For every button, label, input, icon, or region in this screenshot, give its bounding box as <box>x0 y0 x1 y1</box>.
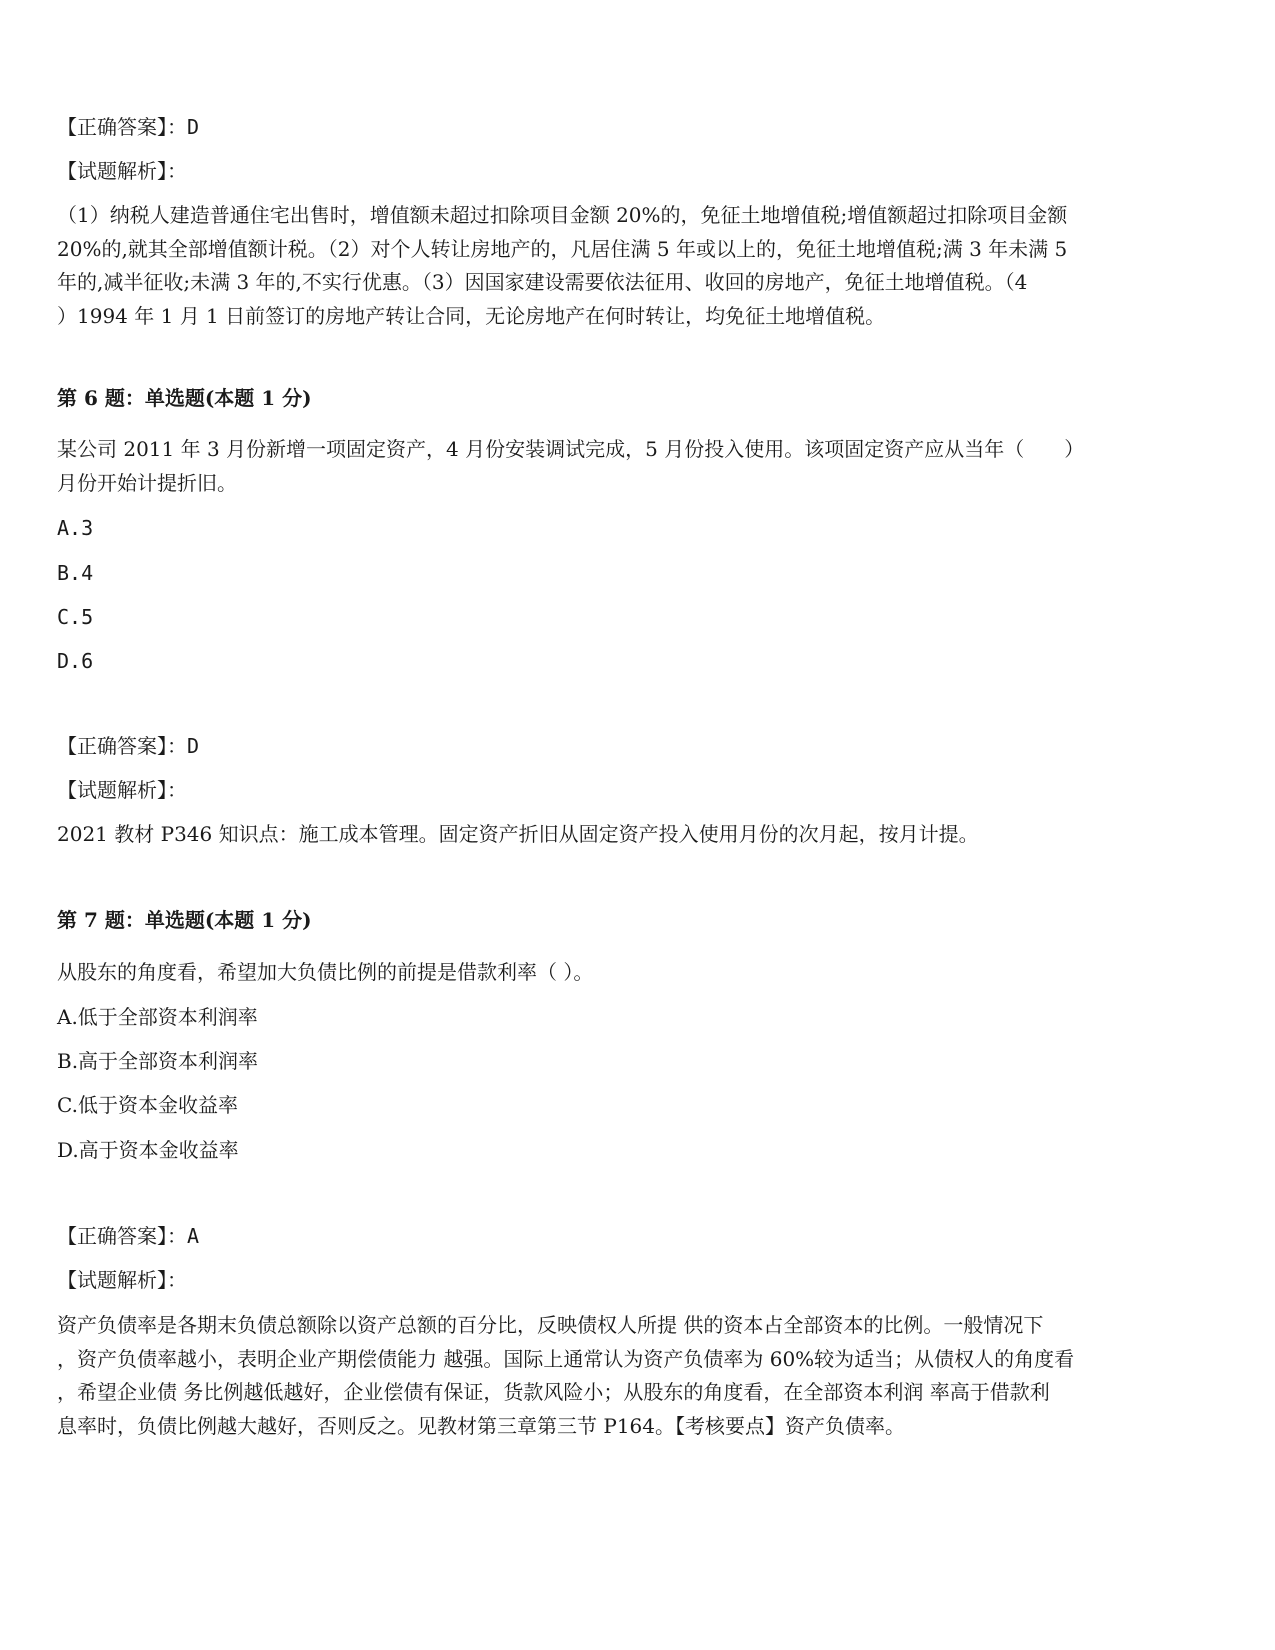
q6-answer-label: 【正确答案】： <box>57 734 187 758</box>
q6-stem-line: 某公司 2011 年 3 月份新增一项固定资产，4 月份安装调试完成，5 月份投入使用。该项固定资产应从当年（ ） <box>57 437 1085 461</box>
q7-analysis-line: ，希望企业债 务比例越低越好，企业偿债有保证，货款风险小；从股东的角度看，在全部资本利润 率高于借款利 <box>57 1380 1050 1404</box>
q7-analysis-line: ，资产负债率越小，表明企业产期偿债能力 越强。国际上通常认为资产负债率为 60%较为适当；从债权人的角度看 <box>57 1346 1075 1371</box>
q7-analysis-label: 【试题解析】： <box>57 1268 187 1292</box>
q7-option-d: D.高于资本金收益率 <box>57 1138 239 1162</box>
q7-heading: 第 7 题：单选题(本题 1 分) <box>57 908 312 932</box>
q7-answer-line <box>57 1226 199 1246</box>
q6-option-c: C.5 <box>57 605 94 629</box>
q6-stem <box>57 433 1217 500</box>
q7-analysis-line: 息率时，负债比例越大越好，否则反之。见教材第三章第三节 P164。【考核要点】资产负债率。 <box>57 1413 905 1438</box>
q5-analysis-line: 年的,减半征收;未满 3 年的,不实行优惠。（3）因国家建设需要依法征用、收回的房地产，免征土地增值税。（4 <box>57 270 1028 294</box>
q6-heading: 第 6 题：单选题(本题 1 分) <box>57 386 312 410</box>
q5-answer-label: 【正确答案】： <box>57 115 187 139</box>
q6-answer-line <box>57 736 199 756</box>
q6-analysis-label: 【试题解析】： <box>57 778 187 802</box>
q7-option-b: B.高于全部资本利润率 <box>57 1049 259 1073</box>
q6-analysis-text: 2021 教材 P346 知识点：施工成本管理。固定资产折旧从固定资产投入使用月份的次月起，按月计提。 <box>57 822 979 846</box>
q7-option-a: A.低于全部资本利润率 <box>57 1005 258 1029</box>
q5-answer-value: D <box>187 115 200 139</box>
q5-analysis-text <box>57 199 1217 333</box>
q6-option-d: D.6 <box>57 649 94 673</box>
q7-analysis-line: 资产负债率是各期末负债总额除以资产总额的百分比，反映债权人所提 供的资本占全部资本的比例。一般情况下 <box>57 1313 1044 1337</box>
q5-analysis-line: 20%的,就其全部增值额计税。（2）对个人转让房地产的，凡居住满 5 年或以上的，免征土地增值税;满 3 年未满 5 <box>57 236 1068 261</box>
q6-option-b: B.4 <box>57 561 94 585</box>
q5-answer-line <box>57 117 199 137</box>
q7-option-c: C.低于资本金收益率 <box>57 1093 238 1117</box>
q6-option-a: A.3 <box>57 516 94 540</box>
q7-answer-label: 【正确答案】： <box>57 1224 187 1248</box>
q5-analysis-line: ）1994 年 1 月 1 日前签订的房地产转让合同，无论房地产在何时转让，均免征土地增值税。 <box>57 303 886 328</box>
q5-analysis-label: 【试题解析】： <box>57 159 187 183</box>
q6-stem-line: 月份开始计提折旧。 <box>57 470 237 495</box>
q7-answer-value: A <box>187 1224 200 1248</box>
q5-analysis-line: （1）纳税人建造普通住宅出售时，增值额未超过扣除项目金额 20%的，免征土地增值税;增值额超过扣除项目金额 <box>57 203 1068 227</box>
q6-answer-value: D <box>187 734 200 758</box>
q7-stem: 从股东的角度看，希望加大负债比例的前提是借款利率（ ）。 <box>57 960 594 984</box>
q7-analysis-text <box>57 1309 1217 1443</box>
